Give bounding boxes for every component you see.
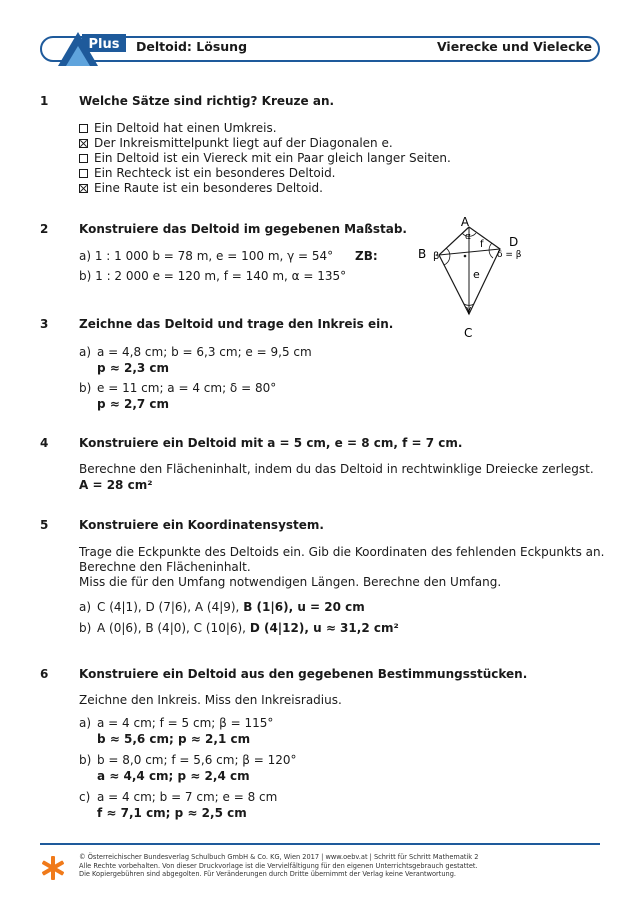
- checkbox[interactable]: [79, 124, 88, 133]
- task1-number: 1: [40, 94, 49, 108]
- task4-result: A = 28 cm²: [79, 478, 153, 492]
- task6-part-a: a) a = 4 cm; f = 5 cm; β = 115°: [79, 716, 274, 730]
- task2-zb-label: ZB:: [355, 249, 378, 263]
- task6-part-c-result: f ≈ 7,1 cm; p ≈ 2,5 cm: [97, 806, 247, 820]
- checkbox-row[interactable]: [79, 181, 323, 195]
- vertex-label-c: C: [464, 326, 473, 340]
- task3-part-b: b) e = 11 cm; a = 4 cm; δ = 80°: [79, 381, 277, 395]
- task3-number: 3: [40, 317, 49, 331]
- checkbox[interactable]: [79, 154, 88, 163]
- angle-label-alpha: α: [465, 232, 471, 242]
- task6-number: 6: [40, 667, 49, 681]
- task2-part-b: b) 1 : 2 000 e = 120 m, f = 140 m, α = 135°: [79, 269, 347, 283]
- vertex-label-b: B: [418, 247, 427, 261]
- task4-number: 4: [40, 436, 49, 450]
- footer-divider: [40, 843, 600, 845]
- checkbox-label: Eine Raute ist ein besonderes Deltoid.: [94, 181, 323, 195]
- footer-copyright: © Österreichischer Bundesverlag Schulbuch GmbH & Co. KG, Wien 2017 | www.oebv.at | Schritt für Schritt Mathematik 2 Alle Rechte vorbehalten. Von dieser Druckvorlage ist die Vervielfältigung für den eigenen Unterrichtsgebrauch gestattet. Die Kopiergebühren sind abgegolten. Für Veränderungen durch Dritte übernimmt der Verlag keine Verantwortung.: [79, 853, 479, 879]
- checkbox[interactable]: [79, 169, 88, 178]
- task3-part-a: a) a = 4,8 cm; b = 6,3 cm; e = 9,5 cm: [79, 345, 312, 359]
- angle-label-beta: β: [433, 251, 440, 262]
- task3-part-a-result: p ≈ 2,3 cm: [97, 361, 170, 375]
- task2-part-a: a) 1 : 1 000 b = 78 m, e = 100 m, γ = 54°: [79, 249, 334, 263]
- checkbox-label: Der Inkreismittelpunkt liegt auf der Diagonalen e.: [94, 136, 393, 150]
- task1-title: Welche Sätze sind richtig? Kreuze an.: [79, 94, 335, 108]
- checkbox-row[interactable]: [79, 151, 451, 165]
- checkbox-checked[interactable]: [79, 184, 88, 193]
- task4-text: Berechne den Flächeninhalt, indem du das Deltoid in rechtwinklige Dreiecke zerlegst.: [79, 462, 594, 476]
- checkbox-label: Ein Deltoid hat einen Umkreis.: [94, 121, 277, 135]
- diagonal-e-label: e: [473, 268, 480, 281]
- angle-beta-arc: [444, 248, 450, 265]
- checkbox-label: Ein Rechteck ist ein besonderes Deltoid.: [94, 166, 336, 180]
- task6-title: Konstruiere ein Deltoid aus den gegebenen Bestimmungsstücken.: [79, 667, 528, 681]
- angle-label-delta: δ = β: [497, 250, 522, 260]
- angle-label-gamma: γ: [466, 305, 472, 315]
- task3-title: Zeichne das Deltoid und trage den Inkreis ein.: [79, 317, 394, 331]
- page-topic: Vierecke und Vielecke: [436, 39, 592, 54]
- vertex-label-d: D: [509, 235, 519, 249]
- checkbox-row[interactable]: [79, 136, 393, 150]
- task5-text-1: Trage die Eckpunkte des Deltoids ein. Gib die Koordinaten des fehlenden Eckpunkts an.: [79, 545, 605, 559]
- deltoid-diagram: [414, 216, 538, 340]
- checkbox-checked[interactable]: [79, 139, 88, 148]
- task6-part-a-result: b ≈ 5,6 cm; p ≈ 2,1 cm: [97, 732, 251, 746]
- checkbox-row[interactable]: [79, 166, 336, 180]
- task5-part-b: b) A (0|6), B (4|0), C (10|6), D (4|12), u ≈ 31,2 cm²: [79, 621, 399, 635]
- plus-logo: [56, 28, 128, 68]
- task6-text: Zeichne den Inkreis. Miss den Inkreisradius.: [79, 693, 342, 707]
- task3-part-b-result: p ≈ 2,7 cm: [97, 397, 170, 411]
- checkbox-label: Ein Deltoid ist ein Viereck mit ein Paar gleich langer Seiten.: [94, 151, 451, 165]
- logo-text: Plus: [88, 37, 120, 52]
- task2-title: Konstruiere das Deltoid im gegebenen Maßstab.: [79, 222, 407, 236]
- checkbox-row[interactable]: [79, 121, 277, 135]
- right-angle-dot: [464, 255, 467, 258]
- task5-text-3: Miss die für den Umfang notwendigen Längen. Berechne den Umfang.: [79, 575, 502, 589]
- page-title: Deltoid: Lösung: [136, 39, 248, 54]
- task2-number: 2: [40, 222, 49, 236]
- task4-title: Konstruiere ein Deltoid mit a = 5 cm, e = 8 cm, f = 7 cm.: [79, 436, 463, 450]
- vertex-label-a: A: [460, 216, 470, 229]
- task6-part-b: b) b = 8,0 cm; f = 5,6 cm; β = 120°: [79, 753, 297, 767]
- task5-title: Konstruiere ein Koordinatensystem.: [79, 518, 324, 532]
- task5-number: 5: [40, 518, 49, 532]
- publisher-star-icon: [40, 853, 66, 883]
- task5-text-2: Berechne den Flächeninhalt.: [79, 560, 251, 574]
- task5-part-a: a) C (4|1), D (7|6), A (4|9), B (1|6), u = 20 cm: [79, 600, 365, 614]
- task6-part-b-result: a ≈ 4,4 cm; p ≈ 2,4 cm: [97, 769, 250, 783]
- diagonal-f-label: f: [480, 239, 484, 250]
- task6-part-c: c) a = 4 cm; b = 7 cm; e = 8 cm: [79, 790, 278, 804]
